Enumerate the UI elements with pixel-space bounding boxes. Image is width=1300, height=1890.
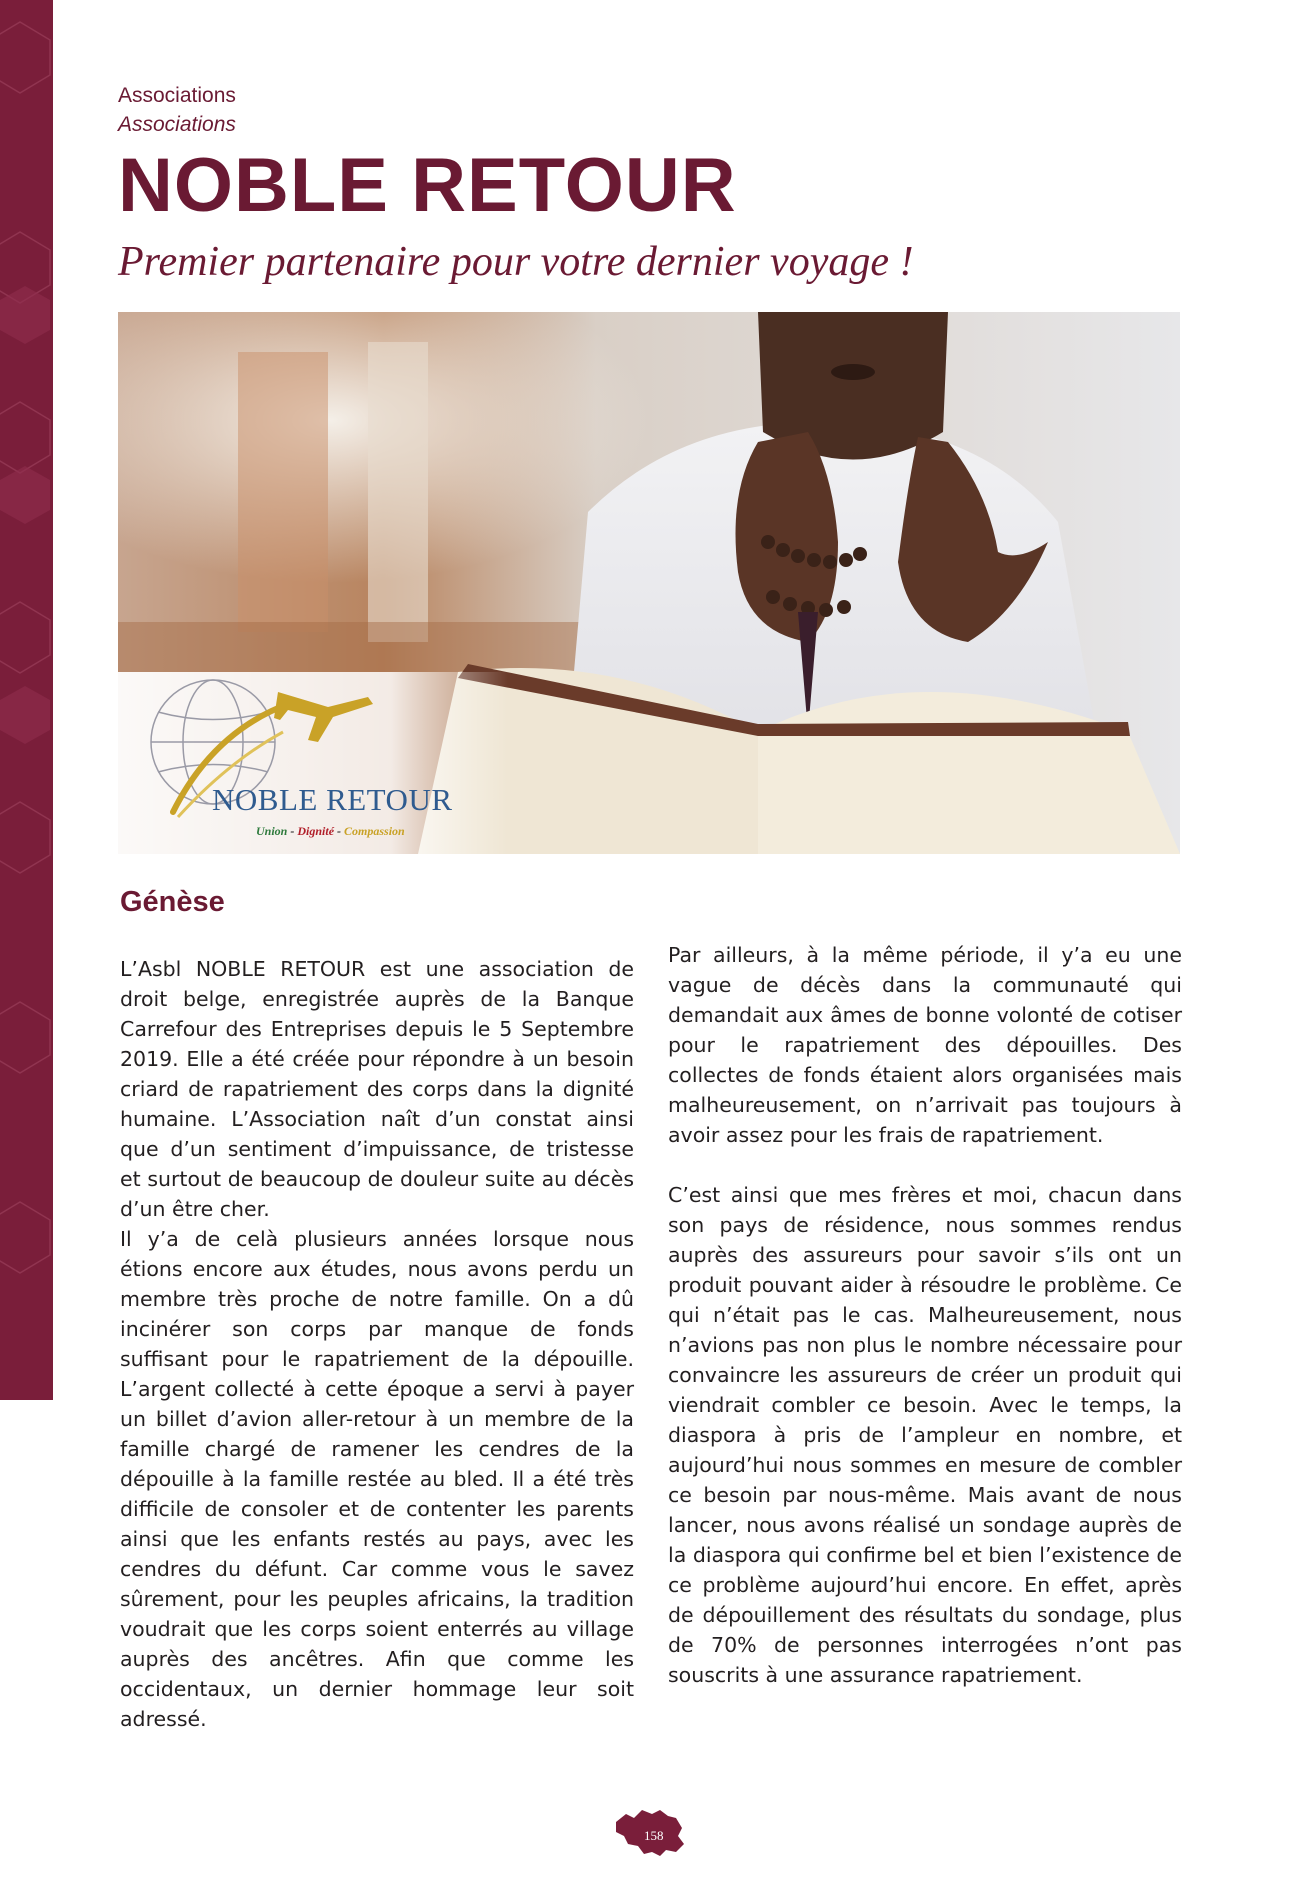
- body-paragraph: C’est ainsi que mes frères et moi, chacun dans son pays de résidence, nous sommes rendus auprès des assureurs pour savoir s’ils ont un produit pouvant aider à résoudre le problème. Ce qui n’était pas le cas. Malheureusement, nous n’avions pas non plus le nombre nécessaire pour convaincre les assureurs de créer un produit qui viendrait combler ce besoin. Avec le temps, la diaspora à pris de l’ampleur en nombre, et aujourd’hui nous sommes en mesure de combler ce besoin par nous-même. Mais avant de nous lancer, nous avons réalisé un sondage auprès de la diaspora qui confirme bel et bien l’existence de ce problème aujourd’hui encore. En effet, après de dépouillement des résultats du sondage, plus de 70% de personnes interrogées n’ont pas souscrits à une assurance rapatriement.: [668, 1183, 1182, 1687]
- page-number-badge: [612, 1804, 688, 1860]
- decorative-sidebar-band: [0, 0, 53, 1400]
- category-label-italic: Associations: [118, 113, 236, 136]
- body-paragraph: L’Asbl NOBLE RETOUR est une association de droit belge, enregistrée auprès de la Banque Carrefour des Entreprises depuis le 5 Septembre 2019. Elle a été créée pour répondre à un besoin criard de rapatriement des corps dans la dignité humaine. L’Association naît d’un constat ainsi que d’un sentiment d’impuissance, de tristesse et surtout de beaucoup de douleur suite au décès d’un être cher.: [120, 957, 634, 1221]
- left-column: [120, 954, 634, 1734]
- body-paragraph: Il y’a de celà plusieurs années lorsque nous étions encore aux études, nous avons perdu un membre très proche de notre famille. On a dû incinérer son corps par manque de fonds suffisant pour le rapatriement de la dépouille. L’argent collecté à cette époque a servi à payer un billet d’avion aller-retour à un membre de la famille chargé de ramener les cendres de la dépouille à la famille restée au bled. Il a été très difficile de consoler et de contenter les parents ainsi que les enfants restés au pays, avec les cendres du défunt. Car comme vous le savez sûrement, pour les peuples africains, la tradition voudrait que les corps soient enterrés au village auprès des ancêtres. Afin que comme les occidentaux, un dernier hommage leur soit adressé.: [120, 1227, 634, 1731]
- noble-retour-logo: [150, 684, 470, 849]
- logo-name: NOBLE RETOUR: [212, 782, 453, 817]
- hexagon-pattern: [0, 0, 53, 1400]
- page-subtitle: Premier partenaire pour votre dernier voyage !: [118, 239, 914, 285]
- page-title: NOBLE RETOUR: [118, 143, 737, 228]
- page-number: 158: [644, 1828, 664, 1843]
- logo-tagline: [256, 824, 405, 839]
- logo-tagline-compassion: Compassion: [344, 824, 405, 838]
- logo-tagline-separator: -: [287, 824, 298, 838]
- body-paragraph: Par ailleurs, à la même période, il y’a eu une vague de décès dans la communauté qui demandait aux âmes de bonne volonté de cotiser pour le rapatriement des dépouilles. Des collectes de fonds étaient alors organisées mais malheureusement, on n’arrivait pas toujours à avoir assez pour les frais de rapatriement.: [668, 943, 1182, 1147]
- logo-tagline-union: Union: [256, 824, 288, 838]
- section-heading: Génèse: [120, 886, 225, 918]
- category-label: Associations: [118, 84, 236, 107]
- logo-tagline-separator: -: [334, 824, 345, 838]
- right-column: [668, 940, 1182, 1690]
- logo-tagline-dignite: Dignité: [297, 824, 335, 838]
